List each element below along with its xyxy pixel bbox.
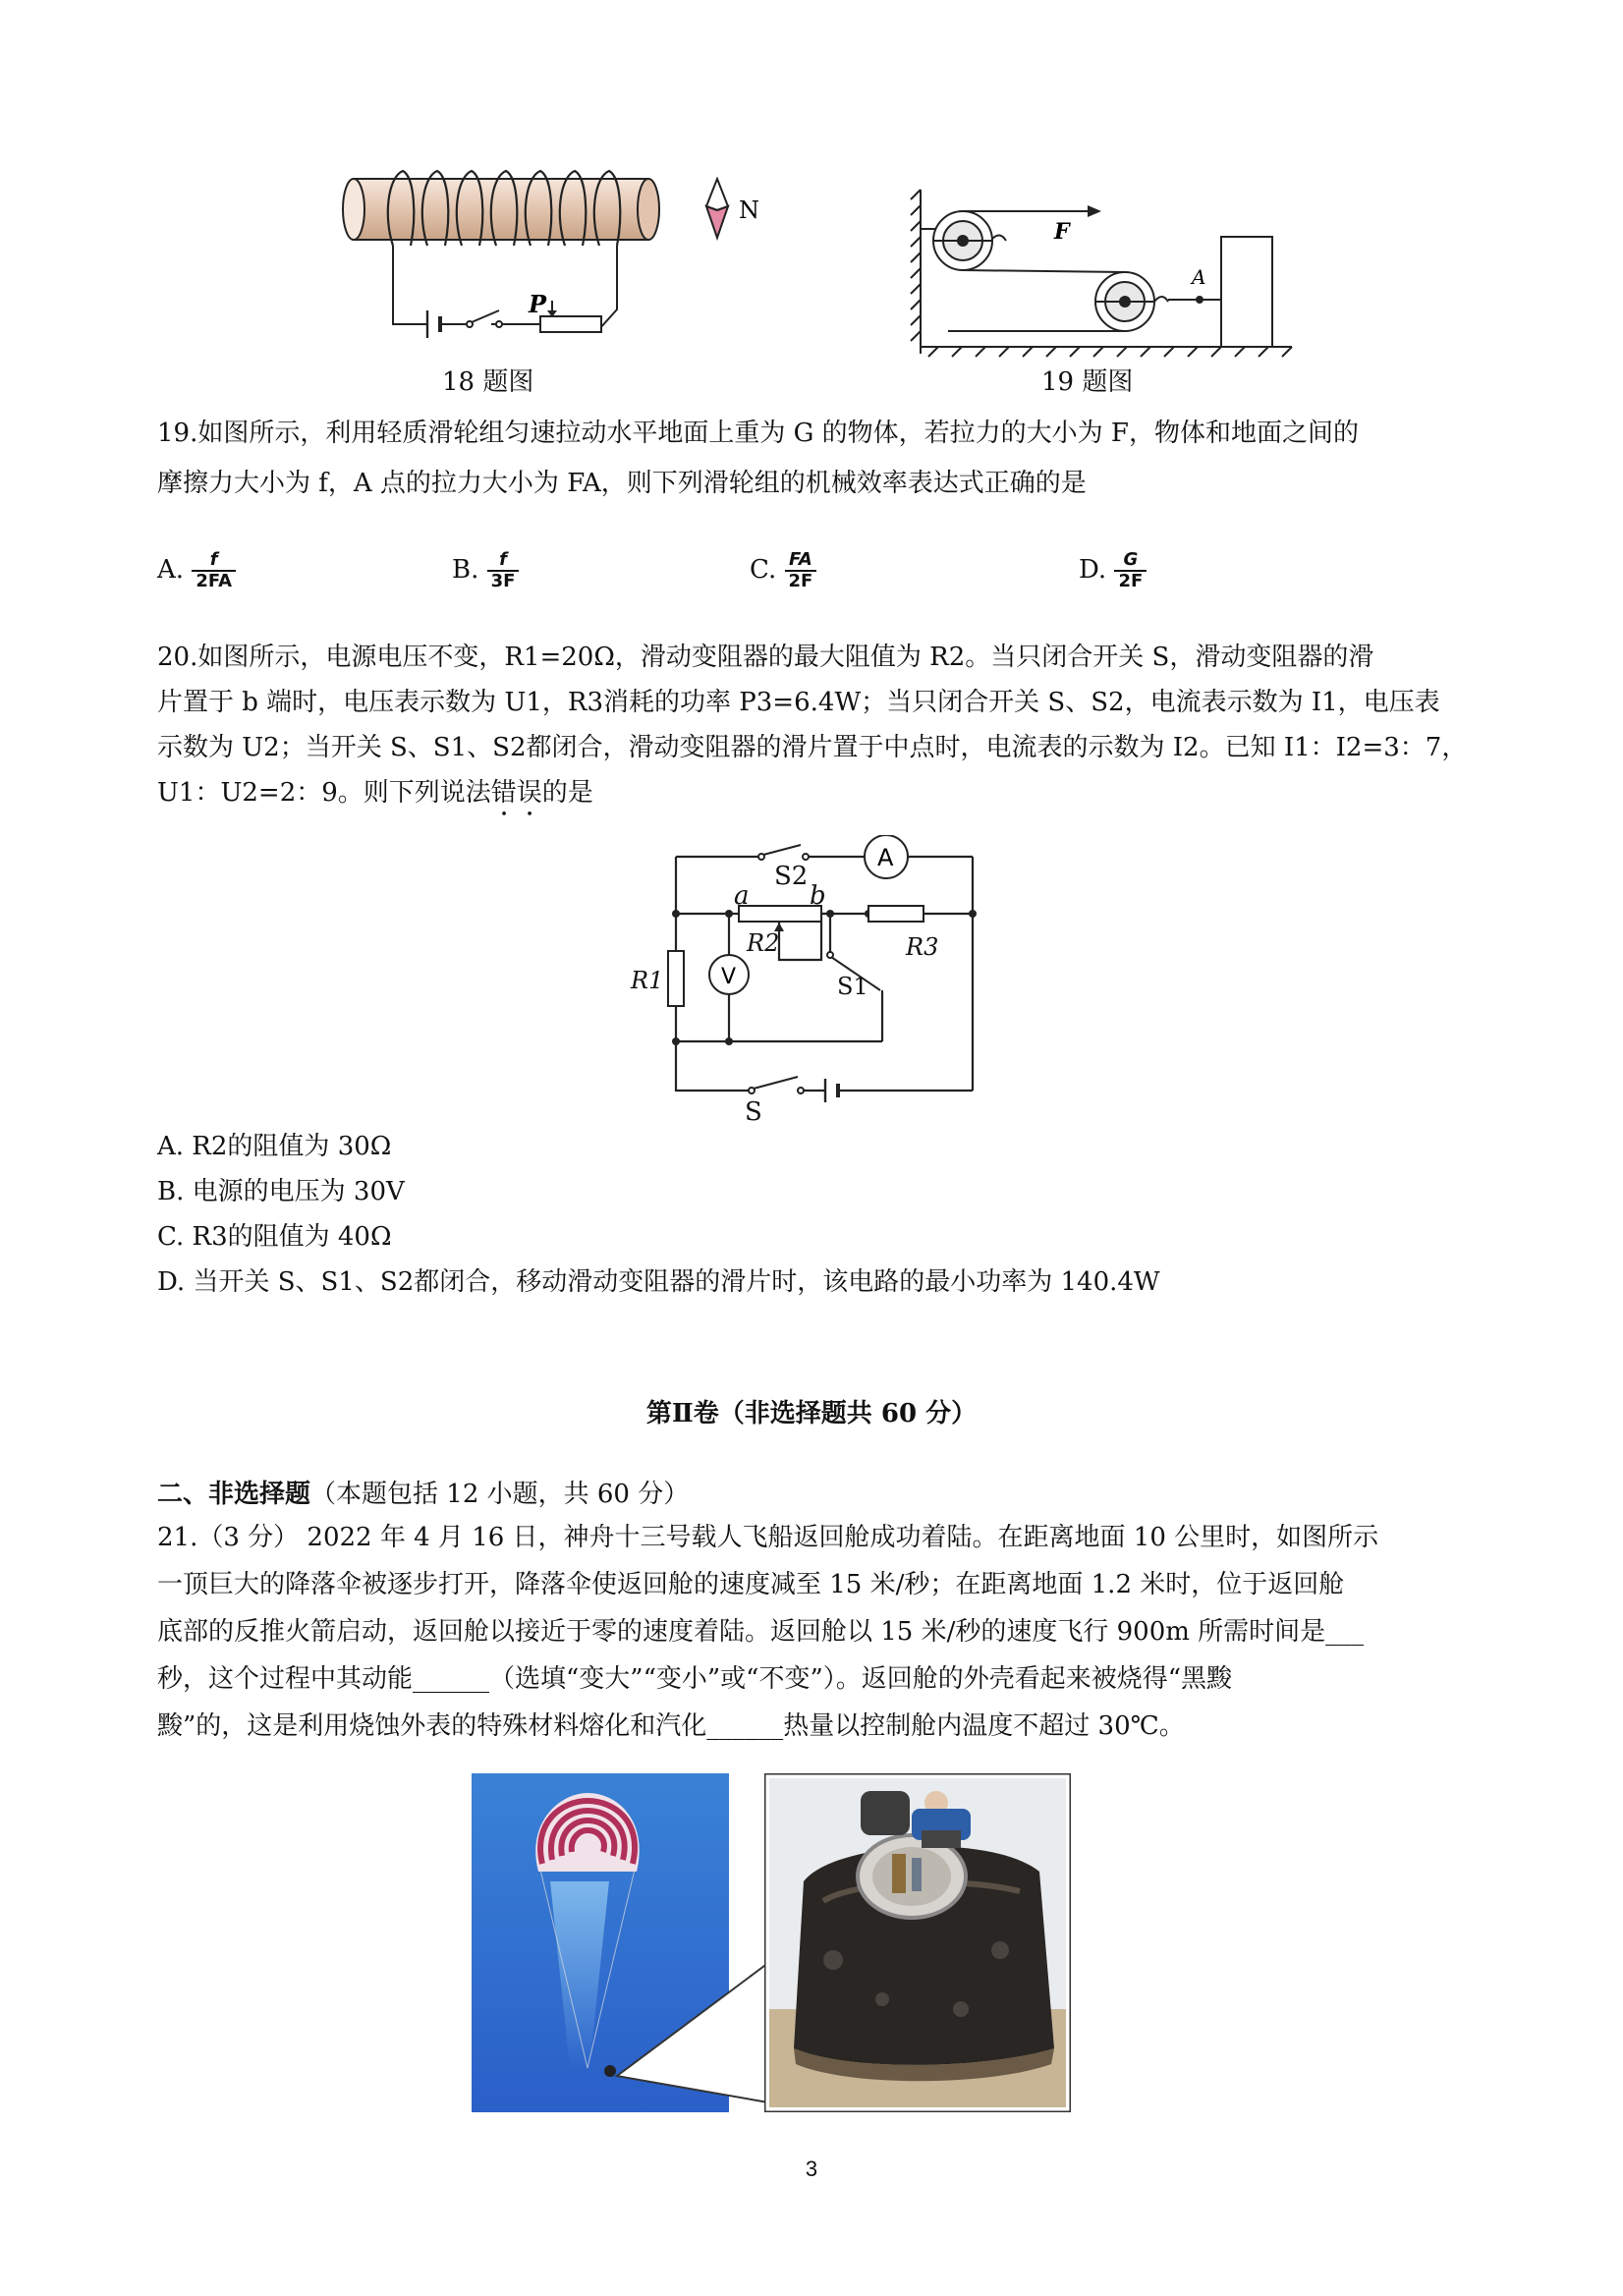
q20-stem-text-end: 的是 — [541, 778, 593, 808]
q21-stem-line-1: 21.（3 分） 2022 年 4 月 16 日，神舟十三号载人飞船返回舱成功着陆。在距离地面 10 公里时，如图所示 — [157, 1523, 1379, 1552]
voltmeter-label: V — [721, 965, 737, 989]
resistor-r1-symbol — [668, 951, 684, 1006]
denominator: 3F — [490, 571, 516, 591]
heading-bold: 二、非选择题 — [157, 1480, 311, 1509]
ground-hatch — [921, 347, 1292, 357]
q19-option-b — [452, 550, 519, 591]
option-letter: D. — [1079, 555, 1107, 585]
q19-stem-line-2: 摩擦力大小为 f，A 点的拉力大小为 FA，则下列滑轮组的机械效率表达式正确的是 — [157, 469, 1087, 498]
switch-s-symbol — [749, 1077, 804, 1093]
numerator: f — [192, 550, 236, 572]
option-letter: A. — [157, 555, 185, 585]
option-fraction — [487, 550, 520, 591]
label-s2: S2 — [774, 862, 809, 891]
denominator: 2F — [1118, 571, 1144, 591]
block-object — [1221, 237, 1272, 347]
wall-hatch — [911, 190, 921, 354]
return-capsule-photo — [764, 1773, 1071, 2112]
rheostat-label-p: P — [529, 290, 547, 318]
ammeter-label: A — [877, 844, 894, 871]
q20-stem-text: U1：U2=2：9。则下列说法 — [157, 778, 491, 808]
page-number: 3 — [805, 2156, 818, 2181]
label-r3: R3 — [906, 933, 939, 961]
option-fraction — [192, 550, 236, 591]
switch-symbol — [467, 310, 502, 327]
q21-stem-line-3: 底部的反推火箭启动，返回舱以接近于零的速度着陆。返回舱以 15 米/秒的速度飞行 900m 所需时间是___ — [157, 1617, 1365, 1647]
numerator: f — [487, 550, 520, 572]
figure-19 — [909, 182, 1302, 364]
fixed-pulley — [921, 211, 992, 270]
battery-symbol — [427, 310, 440, 338]
zoom-callout — [609, 1955, 786, 2112]
q19-stem-line-1: 19.如图所示，利用轻质滑轮组匀速拉动水平地面上重为 G 的物体，若拉力的大小为 F，物体和地面之间的 — [157, 419, 1359, 448]
battery-symbol — [825, 1079, 838, 1102]
label-s1: S1 — [837, 973, 868, 1000]
figure-18-caption: 18 题图 — [442, 367, 534, 397]
q20-stem-line-2: 片置于 b 端时，电压表示数为 U1，R3消耗的功率 P3=6.4W；当只闭合开关 S、S2，电流表示数为 I1，电压表 — [157, 688, 1440, 717]
denominator: 2F — [788, 571, 813, 591]
option-letter: B. — [452, 555, 479, 585]
option-fraction — [785, 550, 817, 591]
compass-needle-icon — [702, 177, 771, 246]
part-2-heading — [157, 1474, 689, 1510]
q19-option-c — [750, 550, 816, 591]
q20-emphasis-word: 错误 — [490, 778, 542, 808]
q20-stem-line-1: 20.如图所示，电源电压不变，R1=20Ω，滑动变阻器的最大阻值为 R2。当只闭合开关 S，滑动变阻器的滑 — [157, 643, 1374, 672]
q21-stem-line-2: 一顶巨大的降落伞被逐步打开，降落伞使返回舱的速度减至 15 米/秒；在距离地面 1.2 米时，位于返回舱 — [157, 1570, 1345, 1599]
label-b: b — [810, 881, 826, 911]
q19-option-a — [157, 550, 236, 591]
switch-s2-symbol — [758, 845, 809, 860]
label-r1: R1 — [631, 967, 664, 994]
compass-label-n: N — [739, 196, 759, 224]
label-r2: R2 — [747, 929, 780, 957]
q20-option-d: D. 当开关 S、S1、S2都闭合，移动滑动变阻器的滑片时，该电路的最小功率为 140.4W — [157, 1267, 1160, 1297]
label-s: S — [745, 1097, 762, 1125]
force-arrow — [1007, 205, 1101, 217]
q19-option-d — [1079, 550, 1147, 591]
point-label-a: A — [1192, 265, 1206, 289]
denominator: 2FA — [196, 571, 232, 591]
q20-option-c: C. R3的阻值为 40Ω — [157, 1222, 392, 1252]
q21-stem-line-4: 秒，这个过程中其动能______（选填“变大”“变小”或“不变”）。返回舱的外壳看起来被烧得“黑黢 — [157, 1664, 1233, 1694]
numerator: FA — [785, 550, 817, 572]
movable-pulley — [1095, 272, 1168, 331]
q20-stem-line-4 — [157, 776, 593, 822]
option-fraction — [1114, 550, 1147, 591]
figure-19-caption: 19 题图 — [1041, 367, 1134, 397]
label-a: a — [734, 881, 750, 911]
q20-stem-line-3: 示数为 U2；当开关 S、S1、S2都闭合，滑动变阻器的滑片置于中点时，电流表的示数为 I2。已知 I1：I2=3：7， — [157, 733, 1468, 762]
force-label-f: F — [1054, 219, 1070, 245]
ammeter-symbol — [865, 835, 908, 878]
q20-option-b: B. 电源的电压为 30V — [157, 1177, 405, 1206]
part-2-title: 第Ⅱ卷（非选择题共 60 分） — [645, 1399, 978, 1428]
heading-rest: （本题包括 12 小题，共 60 分） — [310, 1480, 690, 1509]
voltmeter-symbol — [709, 955, 749, 994]
numerator: G — [1114, 550, 1147, 572]
option-letter: C. — [750, 555, 777, 585]
q20-option-a: A. R2的阻值为 30Ω — [157, 1132, 392, 1161]
resistor-r3-symbol — [868, 906, 923, 922]
figure-20-circuit — [629, 835, 992, 1125]
q21-stem-line-5: 黢”的，这是利用烧蚀外表的特殊材料熔化和汽化______热量以控制舱内温度不超过 30℃。 — [157, 1711, 1185, 1741]
figure-18 — [334, 157, 668, 354]
